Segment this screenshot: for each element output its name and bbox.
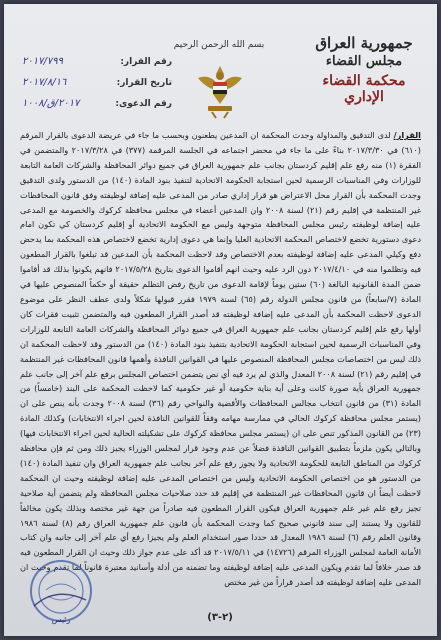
decision-number-label: رقم القرار: (120, 57, 172, 67)
decision-number-value: ٢٠١٧/٧٩٩ (22, 56, 63, 67)
document-page (4, 4, 437, 636)
court-seal-stamp (26, 556, 96, 626)
court-name-line2: مجلس القضاء (325, 54, 403, 69)
case-number-value: ٢٠١٧/ق/١٠٠٨ (22, 98, 80, 109)
court-name-line1: جمهورية العراق (315, 34, 413, 52)
case-number-label: رقم الدعوى: (115, 99, 172, 109)
decision-number-row (22, 56, 172, 77)
court-name-line3: محكمة القضاء الإداري (322, 73, 406, 105)
decision-date-row (22, 77, 172, 98)
decision-text: لدى التدقيق والمداولة وجدت المحكمة ان المدعين يطعنون وبحسب ما جاء في عريضة الدعوى بالقرار المرقم (٦١٠) في ٢٠١٧/٣/٣٠ بناءً على ما جاء في محضر اجتماعه في الجلسة المرقمة (٣٧٧) في ٢٠١٧/٣/٢٨ والمتضمن في الفقرة (١) منه رفع علم إقليم كردستان بجانب علم جمهورية العراق في جميع دوائر المحافظة والشركات العامة التابعة للوزارات وفي المناسبات الرسمية لحين استجابة الحكومة الاتحادية لتنفيذ بنود المادة (١٤٠) من الدستور ولدى التدقيق وجدت المحكمة بأن القرار محل الاعتراض هو قرار إداري صادر من المدعى عليه إضافة لوظيفته وفق قانون المحافظات غير المنتظمة في إقليم رقم (٢١) لسنة ٢٠٠٨ وان المدعين أعضاء في مجلس محافظة كركوك والخصومة مع المدعى عليه إضافة لوظيفته رئيس مجلس المحافظة متوجهة وليس مع الحكومة الاتحادية أو إقليم كردستان كي تكون امام دعوى دستورية تخضع لاختصاص المحكمة الاتحادية العليا وإنما هي دعوى إدارية تخضع لاختصاص هذه المحكمة بما يدحض دفع وكيلي المدعى عليه إضافة لوظيفته بعدم الاختصاص وقد لاحظت المحكمة بأن المدعين قد تبلغوا بالقرار المطعون فيه وتظلموا منه في ٢٠١٧/٤/١٠ دون الرد عليه وحيث انهم أقاموا الدعوى بتاريخ ٢٠١٧/٥/٢٨ فانهم يكونوا بذلك قد أقاموا ضمن المدة القانونية البالغة (٦٠) ستين يوماً لإقامة الدعوى من تاريخ رفض التظلم حقيقة أو حكماً المنصوص عليها في المادة (٧/سابعاً) من قانون مجلس الدولة رقم (٦٥) لسنة ١٩٧٩ فقرر قبولها شكلاً ولدى عطف النظر على موضوع الدعوى لاحظت المحكمة بأن المدعى عليه إضافة لوظيفته قد أصدر القرار المطعون فيه والمتضمن تثبيت فقرات كان أولها رفع علم إقليم كردستان بجانب علم جمهورية العراق في جميع دوائر المحافظة والشركات العامة التابعة للوزارات وفي المناسبات الرسمية لحين استجابة الحكومة الاتحادية بتنفيذ بنود المادة (١٤٠) من الدستور وقد لاحظت المحكمة ان ذلك ليس من اختصاصات مجلس المحافظة المنصوص عليها في القوانين النافذة وأهمها قانون المحافظات غير المنتظمة في إقليم رقم (٢١) لسنة ٢٠٠٨ المعدل والذي لم يرد فيه أي نص يتضمن اختصاص المجلس برفع علم آخر إلى جانب علم جمهورية العراق بأية صورة كانت وعلى أية بناية حكومية أو غير حكومية كما لاحظت المحكمة على البند (خامساً) من المادة (٣١) من قانون انتخاب مجالس المحافظات والأقضية والنواحي رقم (٣٦) لسنة ٢٠٠٨ وجدت بأنه ينص على ان (يستمر مجلس محافظة كركوك الحالي في ممارسة مهامه وفقاً للقوانين النافذة لحين اجراء الانتخابات) وكذلك المادة (٢٣) من القانون المذكور تنص على ان (يستمر مجلس محافظة كركوك على تشكيلته الحالية لحين اجراء الانتخابات فيها) وبالتالي يكون ملزماً بتطبيق القوانين النافذة فضلاً عن عدم وجود قرار لمجلس الوزراء يجيز ذلك ومن ثم فإن محافظة كركوك من المناطق التابعة للحكومة الاتحادية ولا يجوز رفع علم آخر بجانب علم جمهورية العراق وان تنفيذ المادة (١٤٠) من الدستور هو من اختصاص الحكومة الاتحادية وليس من اختصاص المدعى عليه إضافة لوظيفته وحيث ان المحكمة لاحظت أيضاً ان قانون المحافظات غير المنتظمة في إقليم قد حدد صلاحيات مجلس المحافظة ولم يتضمن أية صلاحية تجيز رفع علم غير علم جمهورية العراق فيكون القرار المطعون فيه صادراً من جهة غير مختصة وبذلك يكون مخالفاً للقانون ولا يستند إلى سند قانوني صحيح كما وجدت المحكمة بأن قانون علم جمهورية العراق رقم (٨) لسنة ١٩٨٦ وقانون العلم رقم (٦) لسنة ١٩٨٦ المعدل قد حددا صور استخدام العلم ولم يجيزا رفع أي علم آخر إلى جانبه وان كتاب الأمانة العامة لمجلس الوزراء المرقم (١٤٧٢٦) في ٢٠١٧/٥/١١ قد أكد على عدم جواز ذلك وحيث ان القرار المطعون فيه قد صدر خلافاً لما تقدم ويكون المدعى عليه إضافة لوظيفته وما تضمنه من أدلة وأسانيد معتبرة قانوناً لما تقدم وحيث ان المدعى عليه إضافة لوظيفته قد أصدر قراراً من غير مختص (20, 130, 421, 588)
decision-label: القرار/ (393, 130, 421, 140)
court-heading (305, 34, 423, 105)
decision-body (20, 128, 421, 598)
case-number-row (22, 98, 172, 119)
decision-date-value: ٢٠١٧/٨/١٦ (22, 77, 67, 88)
eagle-emblem-icon (194, 60, 246, 120)
page-number: (٢-٣) (207, 612, 233, 623)
decision-date-label: تاريخ القرار: (116, 78, 172, 88)
reference-block (22, 56, 172, 119)
stamp-caption: رئيس (51, 615, 71, 624)
basmala: بسم الله الرحمن الرحيم (173, 40, 265, 50)
document-header (4, 4, 437, 122)
